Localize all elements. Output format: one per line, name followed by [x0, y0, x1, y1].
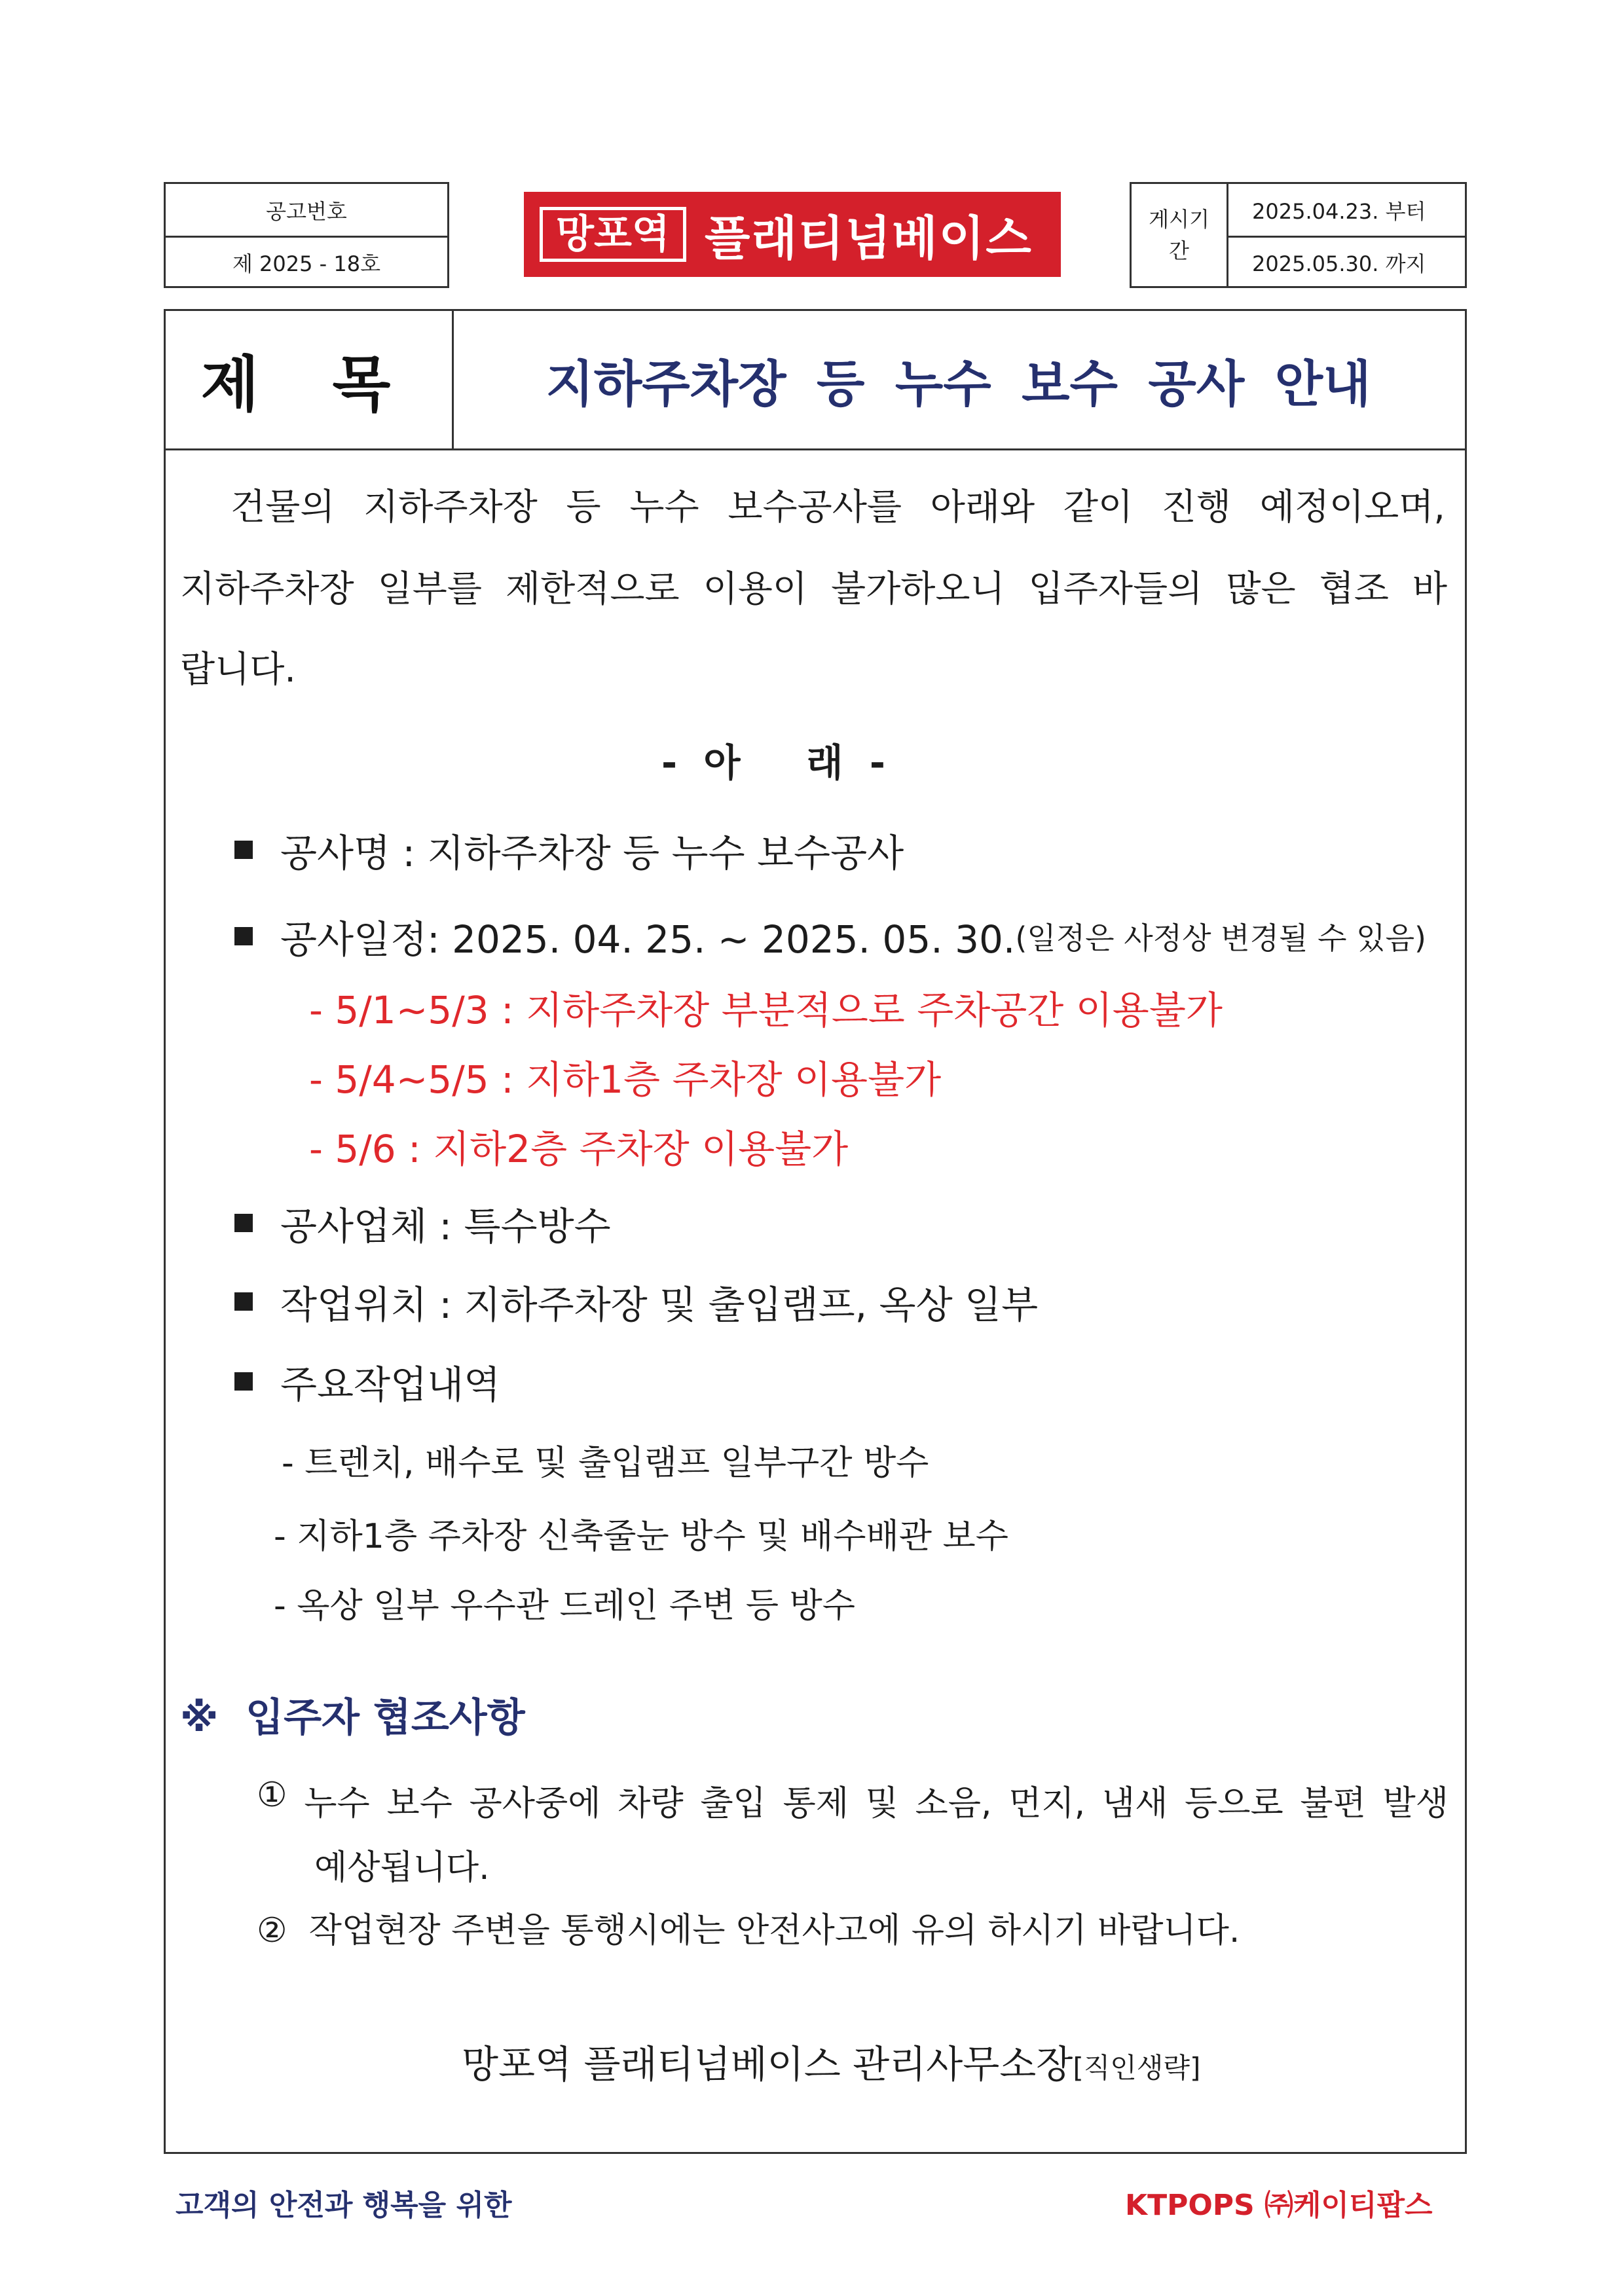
item-company [234, 1195, 611, 1250]
intro-line-2 [180, 560, 1447, 611]
item-project-name [234, 822, 904, 877]
footer-slogan: 고객의 안전과 행복을 위한 [175, 2189, 512, 2222]
schedule-detail-2: - 5/4~5/5 : 지하1층 주차장 이용불가 [309, 1057, 942, 1102]
title-label: 제 목 [166, 311, 454, 448]
intro-word: 진행 [1161, 486, 1232, 528]
signature-seal-note: [직인생략] [1073, 2052, 1201, 2084]
bullet-square-icon [234, 1292, 253, 1311]
schedule-detail-3: - 5/6 : 지하2층 주차장 이용불가 [309, 1127, 849, 1171]
bullet-square-icon [234, 1214, 253, 1232]
coop-word: 통제 [783, 1784, 849, 1823]
item-schedule [234, 909, 1426, 964]
coop-word: 및 [865, 1784, 898, 1823]
intro-line-1 [231, 478, 1445, 530]
intro-word: 지하주차장 [363, 486, 538, 528]
signature [462, 2033, 1200, 2088]
coop-word: 공사중에 [469, 1784, 601, 1823]
coop-word: 등으로 [1185, 1784, 1283, 1823]
cooperation-item-1-line-2: 예상됩니다. [314, 1848, 490, 1887]
item-schedule-text: 공사일정: 2025. 04. 25. ~ 2025. 05. 30. [280, 917, 1016, 962]
intro-word: 보수공사를 [728, 486, 902, 528]
coop-word: 불편 [1300, 1784, 1366, 1823]
intro-word: 이용이 [703, 568, 808, 610]
intro-line-1-words [231, 478, 1445, 530]
intro-word: 협조 [1319, 568, 1389, 610]
coop-word: 먼지, [1008, 1784, 1086, 1823]
item-schedule-note: (일정은 사정상 변경될 수 있음) [1015, 920, 1426, 956]
posting-period-end: 2025.05.30. 까지 [1252, 251, 1426, 276]
item-project-name-text: 공사명 : 지하주차장 등 누수 보수공사 [280, 831, 904, 875]
intro-word: 지하주차장 [180, 568, 354, 610]
intro-word: 입주자들의 [1028, 568, 1203, 610]
circled-one-marker: ① [257, 1776, 287, 1815]
coop-word: 출입 [700, 1784, 766, 1823]
notice-number-value: 제 2025 - 18호 [232, 251, 381, 276]
bullet-square-icon [234, 1372, 253, 1391]
posting-period-box [1130, 182, 1467, 288]
logo-brand: 플래티넘베이스 [704, 211, 1033, 266]
intro-word: 누수 [629, 486, 699, 528]
work-detail-1: - 트렌치, 배수로 및 출입램프 일부구간 방수 [282, 1444, 929, 1483]
logo-station: 망포역 [540, 207, 686, 262]
footer-company: KTPOPS ㈜케이티팝스 [1125, 2189, 1433, 2222]
schedule-detail-1: - 5/1~5/3 : 지하주차장 부분적으로 주차공간 이용불가 [309, 988, 1223, 1032]
item-main-work-text: 주요작업내역 [280, 1362, 501, 1407]
title-row [166, 311, 1465, 450]
intro-line-2-words [180, 560, 1447, 611]
intro-line-3: 랍니다. [180, 648, 296, 690]
notice-number-box [164, 182, 449, 288]
item-location [234, 1274, 1038, 1329]
bullet-square-icon [234, 841, 253, 859]
intro-word: 바 [1412, 568, 1447, 610]
intro-word: 아래와 [930, 486, 1035, 528]
coop-word: 소음, [915, 1784, 992, 1823]
work-detail-2: - 지하1층 주차장 신축줄눈 방수 및 배수배관 보수 [274, 1517, 1008, 1556]
posting-period-label: 게시기간 [1132, 184, 1228, 286]
brand-logo [524, 192, 1061, 277]
posting-period-start: 2025.04.23. 부터 [1228, 184, 1465, 238]
coop-word: 냄새 [1101, 1784, 1168, 1823]
intro-word: 같이 [1063, 486, 1134, 528]
work-detail-3: - 옥상 일부 우수관 드레인 주변 등 방수 [274, 1586, 855, 1626]
intro-word: 불가하오니 [831, 568, 1005, 610]
intro-word: 제한적으로 [506, 568, 680, 610]
intro-word: 많은 [1226, 568, 1296, 610]
intro-word: 건물의 [231, 486, 335, 528]
item-company-text: 공사업체 : 특수방수 [280, 1204, 611, 1248]
coop-word: 차량 [618, 1784, 684, 1823]
notice-number-label: 공고번호 [166, 184, 447, 238]
cooperation-item-1-words [257, 1776, 1449, 1825]
cooperation-heading: ※ 입주자 협조사항 [180, 1695, 525, 1741]
item-main-work [234, 1354, 500, 1409]
bullet-square-icon [234, 927, 253, 945]
intro-word: 등 [566, 486, 601, 528]
intro-word: 일부를 [377, 568, 483, 610]
page-title: 지하주차장 등 누수 보수 공사 안내 [545, 354, 1371, 413]
intro-word: 예정이오며, [1259, 486, 1445, 528]
coop-word: 보수 [386, 1784, 452, 1823]
signature-text: 망포역 플래티넘베이스 관리사무소장 [462, 2042, 1073, 2086]
cooperation-item-1-line-1 [257, 1776, 1449, 1825]
coop-word: 발생 [1382, 1784, 1449, 1823]
section-heading-arae: - 아 래 - [661, 740, 885, 785]
cooperation-item-2: ② 작업현장 주변을 통행시에는 안전사고에 유의 하시기 바랍니다. [257, 1911, 1240, 1950]
item-location-text: 작업위치 : 지하주차장 및 출입램프, 옥상 일부 [280, 1283, 1039, 1327]
coop-word: 누수 [304, 1784, 370, 1823]
